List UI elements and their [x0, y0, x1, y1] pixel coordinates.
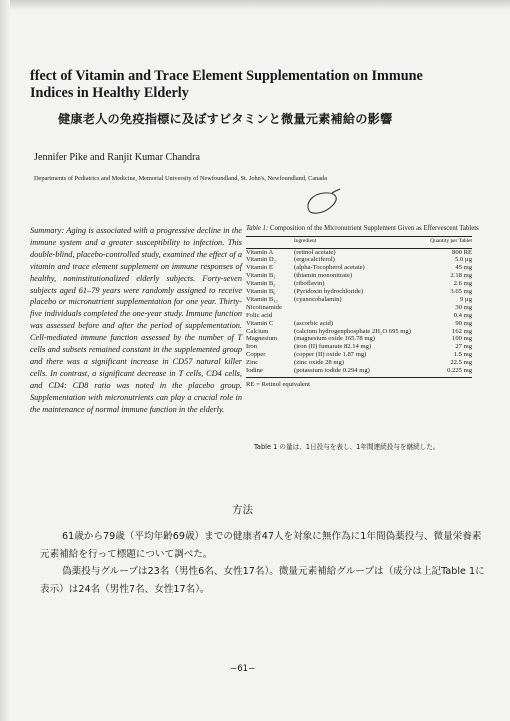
methods-body — [40, 528, 490, 598]
authors: Jennifer Pike and Ranjit Kumar Chandra — [34, 152, 201, 163]
nutrient-cell: Copper — [246, 351, 266, 359]
ingredient-cell: (cyanocobalamin) — [294, 295, 342, 303]
ingredient-cell: (thiamin mononitrate) — [294, 272, 353, 280]
table-header-row — [246, 236, 472, 248]
scan-edge-top — [0, 0, 510, 10]
ingredient-cell — [294, 312, 422, 320]
table-note-japanese: Table 1 の量は、1日投与を表し、1年間連続投与を継続した。 — [254, 443, 440, 451]
quantity-cell: 1.5 mg — [453, 351, 472, 359]
nutrient-cell: Vitamin B₆ — [246, 288, 276, 296]
table-row — [246, 320, 472, 328]
nutrient-cell: Vitamin C — [246, 319, 274, 327]
handwritten-mark-icon — [302, 188, 342, 220]
nutrient-cell: Vitamin A — [246, 248, 274, 256]
table-row — [246, 367, 472, 377]
nutrient-cell: Iodine — [246, 367, 263, 375]
nutrient-cell: Vitamin B₁₂ — [246, 295, 278, 303]
quantity-cell: 2.6 mg — [453, 280, 472, 288]
nutrient-cell: Iron — [246, 343, 257, 351]
table-row — [246, 296, 472, 304]
table-footnote: RE = Retinol equivalent — [246, 381, 310, 388]
nutrient-cell: Zinc — [246, 359, 259, 367]
table-row — [246, 359, 472, 367]
nutrient-cell: Folic acid — [246, 311, 273, 319]
ingredient-cell: (copper (II) oxide 1.87 mg) — [294, 351, 367, 359]
table-row — [246, 280, 472, 288]
summary-abstract — [30, 225, 242, 416]
ingredient-cell: (zinc oxide 28 mg) — [294, 359, 344, 367]
table-1 — [246, 225, 486, 388]
quantity-cell: 100 mg — [452, 335, 472, 343]
table-caption — [246, 225, 486, 234]
table-header-ingredient: Ingredient — [294, 236, 422, 248]
quantity-cell: 45 mg — [455, 264, 472, 272]
table-caption-text: Composition of the Micronutrient Supplement Given as Effervescent Tablets — [269, 225, 479, 232]
table-header-quantity: Quantity per Tablet — [422, 236, 472, 248]
quantity-cell: 0.4 mg — [453, 311, 472, 319]
table-caption-label: Table 1: — [246, 225, 269, 232]
ingredient-cell: (ergocalciferol) — [294, 256, 335, 264]
quantity-cell: 800 RE — [452, 248, 472, 256]
quantity-cell: 3.65 mg — [450, 288, 472, 296]
nutrient-cell: Magnesium — [246, 335, 278, 343]
table-header-nutrient — [246, 236, 294, 248]
article-title-japanese: 健康老人の免疫指標に及ぼすビタミンと微量元素補給の影響 — [58, 112, 393, 126]
ingredient-cell: (riboflavin) — [294, 280, 325, 288]
nutrient-cell: Vitamin E — [246, 264, 273, 272]
table-row — [246, 272, 472, 280]
quantity-cell: 9 µg — [459, 295, 472, 303]
ingredient-cell: (potassium iodide 0.294 mg) — [294, 367, 370, 375]
summary-label: Summary: — [30, 226, 65, 235]
quantity-cell: 0.225 mg — [447, 367, 472, 375]
table-row — [246, 343, 472, 351]
ingredient-cell: (ascorbic acid) — [294, 319, 333, 327]
table-row — [246, 351, 472, 359]
table-row — [246, 256, 472, 264]
quantity-cell: 30 mg — [455, 303, 472, 311]
nutrient-cell: Calcium — [246, 327, 269, 335]
methods-paragraph-2: 偽薬投与グループは23名（男性6名、女性17名）。微量元素補給グループは（成分は上記Table 1に表示）は24名（男性7名、女性17名）。 — [40, 566, 485, 595]
quantity-cell: 22.5 mg — [450, 359, 472, 367]
quantity-cell: 2.18 mg — [450, 272, 472, 280]
table-row — [246, 264, 472, 272]
nutrient-table — [246, 236, 472, 378]
table-row — [246, 304, 472, 312]
summary-text: Aging is associated with a progressive decline in the immune system and a greater susceptibility to infection. This double-blind, placebo-controlled study, examined the effect of a vitamin and trace element supplement on immune responses of healthy, noninstitutionalized elderly subjects. Forty-seven subjects aged 61–79 years were randomly assigned to receive placebo or micronutrient supplementation for one year. Thirty-five individuals completed the one-year study. Immune function was assessed before and after the period of supplementation. Cell-mediated immune function assessed by the number of T cells and subsets remained constant in the supplemented group and there was a significant increase in CD57 natural killer cells. In contrast, a significant decrease in T cells, CD4 cells, and CD4: CD8 ratio was noted in the placebo group. Supplementation with micronutrients can play a crucial role in the maintenance of normal immune function in the elderly. — [30, 226, 242, 414]
ingredient-cell: (retinol acetate) — [294, 248, 336, 256]
ingredient-cell: (Pyridoxin hydrochloride) — [294, 288, 364, 296]
article-title: ffect of Vitamin and Trace Element Supplementation on Immune Indices in Healthy Elderly — [30, 68, 423, 101]
table-row — [246, 248, 472, 256]
quantity-cell: 162 mg — [452, 327, 472, 335]
nutrient-cell: Vitamin B₁ — [246, 272, 276, 280]
ingredient-cell: (iron (II) fumarate 82.14 mg) — [294, 343, 372, 351]
ingredient-cell: (alpha-Tocopherol acetate) — [294, 264, 365, 272]
quantity-cell: 5.0 µg — [455, 256, 472, 264]
table-row — [246, 328, 472, 336]
nutrient-cell: Vitamin B₂ — [246, 280, 276, 288]
nutrient-cell: Vitamin D₂ — [246, 256, 276, 264]
affiliation: Departments of Pediatrics and Medicine, Memorial University of Newfoundland, St. John's, Newfoundland, Canada — [34, 175, 327, 182]
ingredient-cell — [294, 304, 422, 312]
nutrient-cell: Nicotinamide — [246, 303, 282, 311]
table-row — [246, 312, 472, 320]
scan-edge-left — [0, 0, 10, 721]
methods-paragraph-1: 61歳から79歳（平均年齢69歳）までの健康者47人を対象に無作為に1年間偽薬投与、微量栄養素元素補給を行って標題について調べた。 — [40, 531, 482, 560]
ingredient-cell: (magnesium oxide 165.78 mg) — [294, 335, 375, 343]
methods-heading: 方法 — [232, 504, 253, 516]
table-row — [246, 335, 472, 343]
table-row — [246, 288, 472, 296]
quantity-cell: 27 mg — [455, 343, 472, 351]
quantity-cell: 90 mg — [455, 319, 472, 327]
ingredient-cell: (calcium hydrogenphosphate 2H₂O 695 mg) — [294, 327, 411, 335]
page-number: −61− — [230, 664, 256, 674]
